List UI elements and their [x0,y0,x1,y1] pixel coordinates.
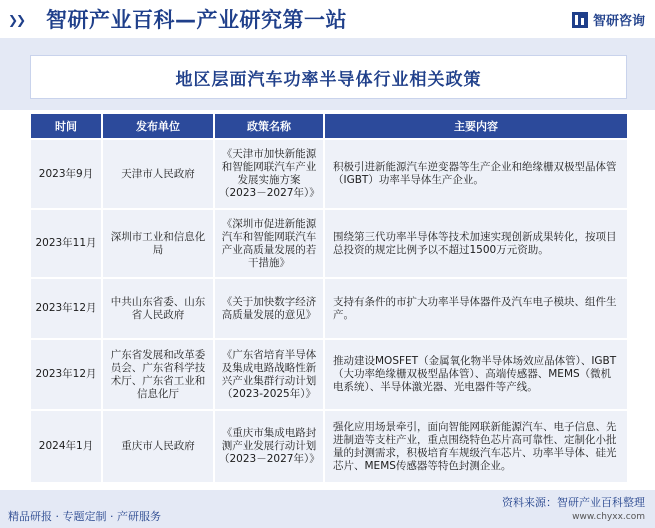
footer-url[interactable]: www.chyxx.com [572,512,645,522]
policy-table [29,112,629,484]
column-header-content: 主要内容 [325,114,627,138]
bar-chart-icon [572,12,588,28]
cell-content: 推动建设MOSFET（金属氧化物半导体场效应晶体管）、IGBT（大功率绝缘栅双极型晶体管）、高端传感器、MEMS（微机电系统）、半导体激光器、光电器件等产线。 [325,340,627,409]
footer-slogan: 精品研报 · 专题定制 · 产研服务 [8,510,161,523]
cell-unit: 天津市人民政府 [103,140,213,208]
source-note: 资料来源：智研产业百科整理 [502,496,645,509]
cell-time: 2023年11月 [31,210,101,277]
table-row [31,140,627,208]
column-header-time: 时间 [31,114,101,138]
cell-time: 2023年12月 [31,340,101,409]
table-header-row [31,114,627,138]
brand-name: 智研咨询 [592,14,645,29]
page-title-box [30,55,627,99]
cell-time: 2024年1月 [31,411,101,482]
table-row [31,340,627,409]
cell-content: 积极引进新能源汽车逆变器等生产企业和绝缘栅双极型晶体管（IGBT）功率半导体生产企业。 [325,140,627,208]
top-banner [0,0,655,38]
table-row [31,279,627,338]
cell-time: 2023年9月 [31,140,101,208]
column-header-policy-name: 政策名称 [215,114,323,138]
brand-logo[interactable] [572,10,645,29]
cell-unit: 重庆市人民政府 [103,411,213,482]
cell-content: 围绕第三代功率半导体等技术加速实现创新成果转化，按项目总投资的规定比例予以不超过1500万元资助。 [325,210,627,277]
page-title: 地区层面汽车功率半导体行业相关政策 [175,69,482,90]
cell-time: 2023年12月 [31,279,101,338]
cell-policy-name: 《重庆市集成电路封测产业发展行动计划（2023－2027年）》 [215,411,323,482]
cell-content: 支持有条件的市扩大功率半导体器件及汽车电子模块、组件生产。 [325,279,627,338]
table-row [31,210,627,277]
column-header-unit: 发布单位 [103,114,213,138]
footer-bar [0,490,655,528]
cell-policy-name: 《关于加快数字经济高质量发展的意见》 [215,279,323,338]
cell-unit: 中共山东省委、山东省人民政府 [103,279,213,338]
site-title: 智研产业百科—产业研究第一站 [46,8,347,32]
cell-unit: 广东省发展和改革委员会、广东省科学技术厅、广东省工业和信息化厅 [103,340,213,409]
table-row [31,411,627,482]
cell-policy-name: 《广东省培育半导体及集成电路战略性新兴产业集群行动计划（2023-2025年）》 [215,340,323,409]
decor-arrows-icon: ❯❯ [8,13,25,27]
cell-policy-name: 《天津市加快新能源和智能网联汽车产业发展实施方案（2023－2027年）》 [215,140,323,208]
cell-policy-name: 《深圳市促进新能源汽车和智能网联汽车产业高质量发展的若干措施》 [215,210,323,277]
cell-content: 强化应用场景牵引，面向智能网联新能源汽车、电子信息、先进制造等支柱产业，重点围绕特色芯片高可靠性、定制化小批量的封测需求，积极培育车规级汽车芯片、功率半导体、硅光芯片、MEMS传感器等特色封测企业。 [325,411,627,482]
cell-unit: 深圳市工业和信息化局 [103,210,213,277]
